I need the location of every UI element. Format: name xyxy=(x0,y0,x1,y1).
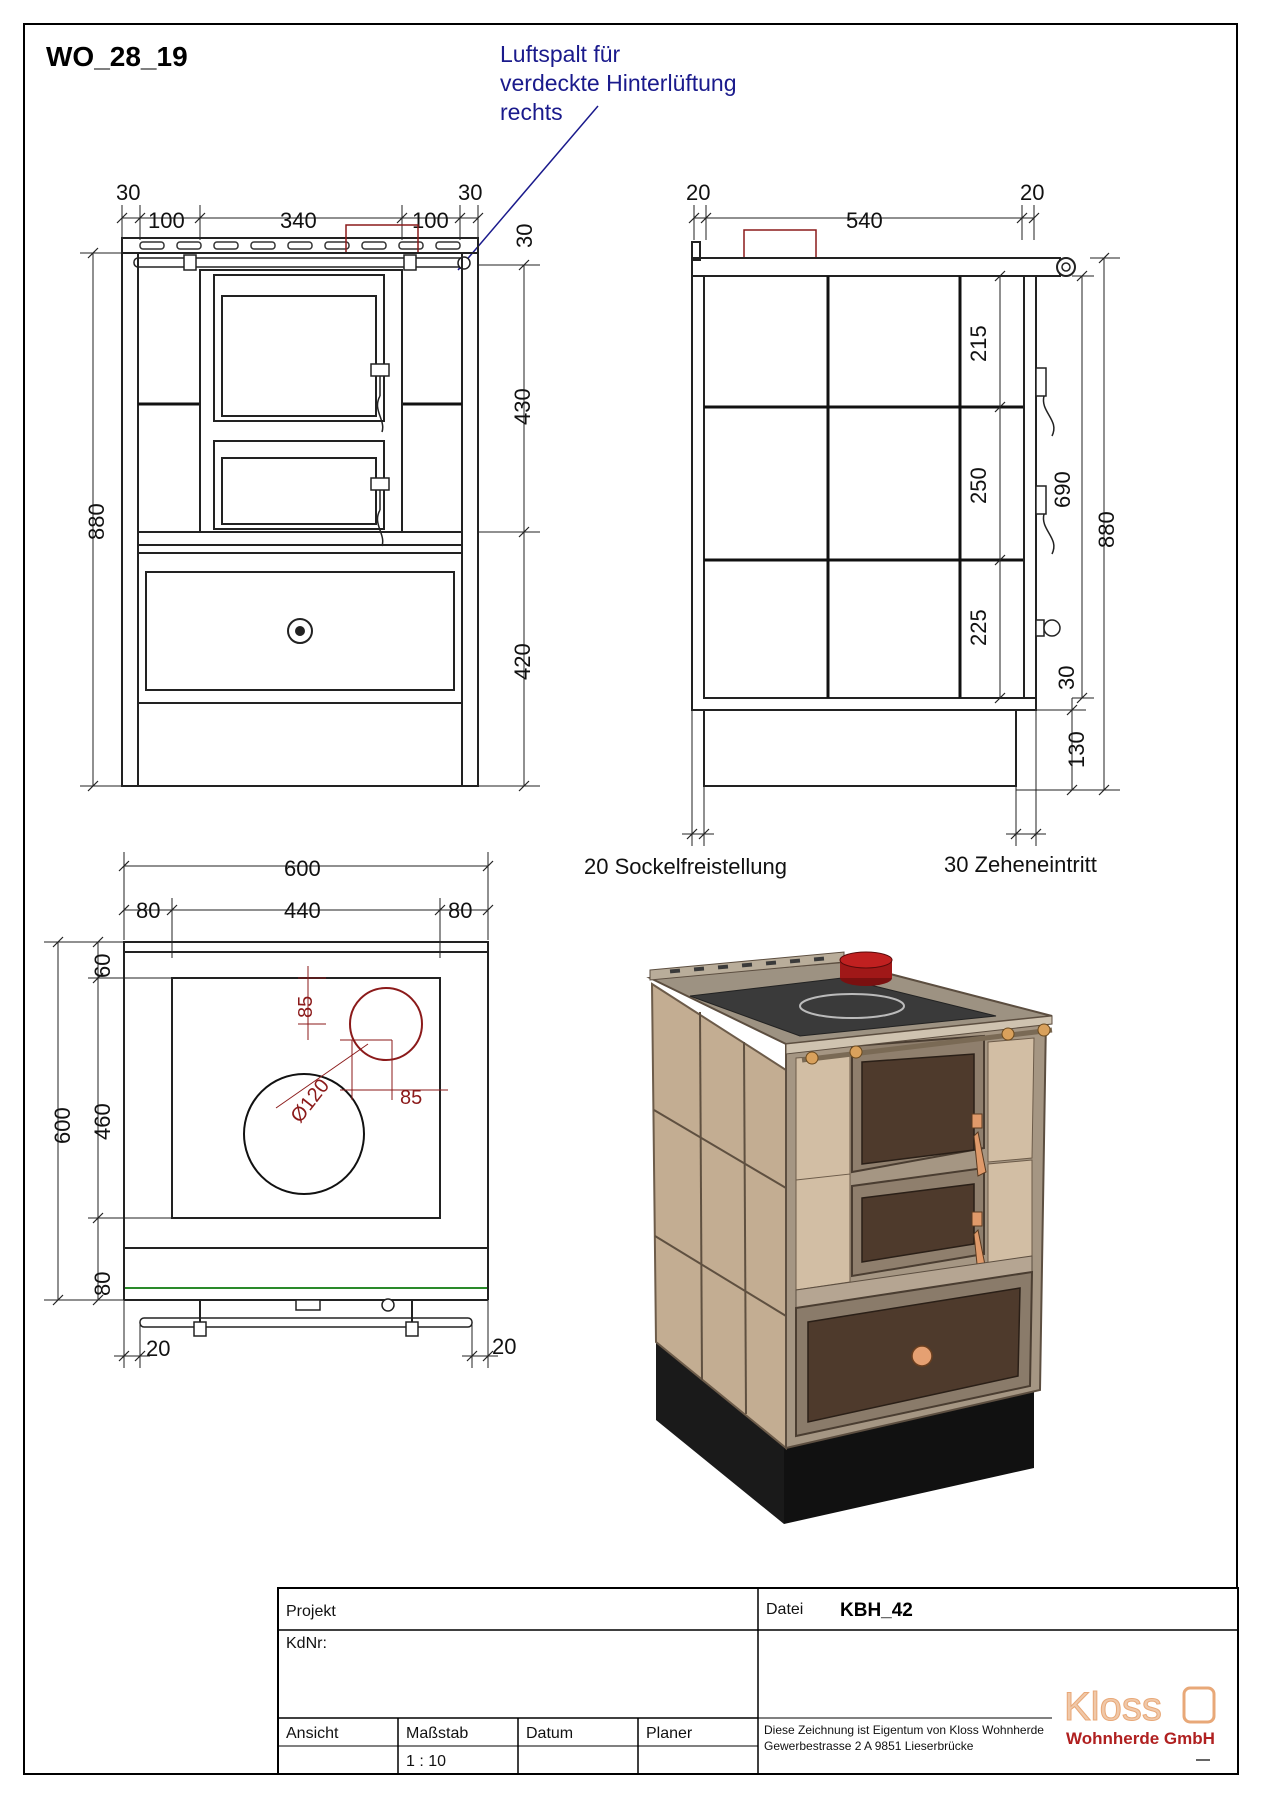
top-dim-80-left: 80 xyxy=(136,898,161,923)
front-dim-30-left: 30 xyxy=(116,180,141,205)
side-dim-130: 130 xyxy=(1064,731,1089,768)
side-dim-20-left: 20 xyxy=(686,180,711,205)
top-dim-85-horizontal: 85 xyxy=(400,1087,423,1109)
kdnr-label: KdNr: xyxy=(286,1635,327,1652)
logo-kloss: Kloss xyxy=(1064,1685,1162,1729)
side-dim-30: 30 xyxy=(1054,665,1079,690)
front-dim-880: 880 xyxy=(84,503,109,540)
side-dim-225: 225 xyxy=(966,609,991,646)
air-gap-callout xyxy=(500,41,737,125)
top-dim-rail-right: 20 xyxy=(492,1334,517,1359)
planer-label: Planer xyxy=(646,1725,693,1742)
ownership-notice-line-2: Gewerbestrasse 2 A 9851 Lieserbrücke xyxy=(764,1739,974,1753)
top-dim-600-depth: 600 xyxy=(50,1107,75,1144)
front-dim-340: 340 xyxy=(280,208,317,233)
sheet-border xyxy=(24,24,1237,1774)
side-dim-215: 215 xyxy=(966,325,991,362)
datei-label: Datei xyxy=(766,1601,804,1618)
plinth-clearance-note: 20 Sockelfreistellung xyxy=(584,854,788,879)
side-view xyxy=(584,180,1120,879)
top-dim-rail-left: 20 xyxy=(146,1336,171,1361)
side-dim-880: 880 xyxy=(1094,511,1119,548)
toe-kick-note: 30 Zeheneintritt xyxy=(944,852,1097,877)
datum-label: Datum xyxy=(526,1725,574,1742)
drawing-id: WO_28_19 xyxy=(46,41,188,72)
callout-line-3: rechts xyxy=(500,99,563,125)
front-dim-100-right: 100 xyxy=(412,208,449,233)
side-dim-20-right: 20 xyxy=(1020,180,1045,205)
title-block xyxy=(278,1588,1238,1774)
side-dim-250: 250 xyxy=(966,467,991,504)
logo-wohnherde: Wohnherde GmbH xyxy=(1066,1729,1215,1748)
ownership-notice-line-1: Diese Zeichnung ist Eigentum von Kloss Wohnherde xyxy=(764,1723,1044,1737)
projekt-label: Projekt xyxy=(286,1603,336,1620)
front-dim-100-left: 100 xyxy=(148,208,185,233)
hob-diameter-label: Ø120 xyxy=(286,1074,335,1128)
front-dim-30-right: 30 xyxy=(458,180,483,205)
front-dim-30-top-right: 30 xyxy=(512,223,537,248)
top-dim-460: 460 xyxy=(90,1103,115,1140)
side-dim-540: 540 xyxy=(846,208,883,233)
top-dim-85-vertical: 85 xyxy=(295,995,317,1018)
callout-line-1: Luftspalt für xyxy=(500,41,621,67)
top-dim-600-width: 600 xyxy=(284,856,321,881)
ansicht-label: Ansicht xyxy=(286,1725,339,1742)
top-dim-440: 440 xyxy=(284,898,321,923)
front-dim-430: 430 xyxy=(510,388,535,425)
massstab-label: Maßstab xyxy=(406,1725,469,1742)
front-dim-420: 420 xyxy=(510,643,535,680)
datei-value: KBH_42 xyxy=(840,1600,913,1621)
top-view xyxy=(44,852,516,1368)
stove-3d-render xyxy=(650,952,1052,1524)
massstab-value: 1 : 10 xyxy=(406,1753,447,1770)
side-dim-690: 690 xyxy=(1050,471,1075,508)
top-dim-80-right: 80 xyxy=(448,898,473,923)
top-dim-60: 60 xyxy=(90,953,115,978)
callout-line-2: verdeckte Hinterlüftung xyxy=(500,70,737,96)
top-dim-80-back: 80 xyxy=(90,1271,115,1296)
front-view xyxy=(80,180,540,791)
